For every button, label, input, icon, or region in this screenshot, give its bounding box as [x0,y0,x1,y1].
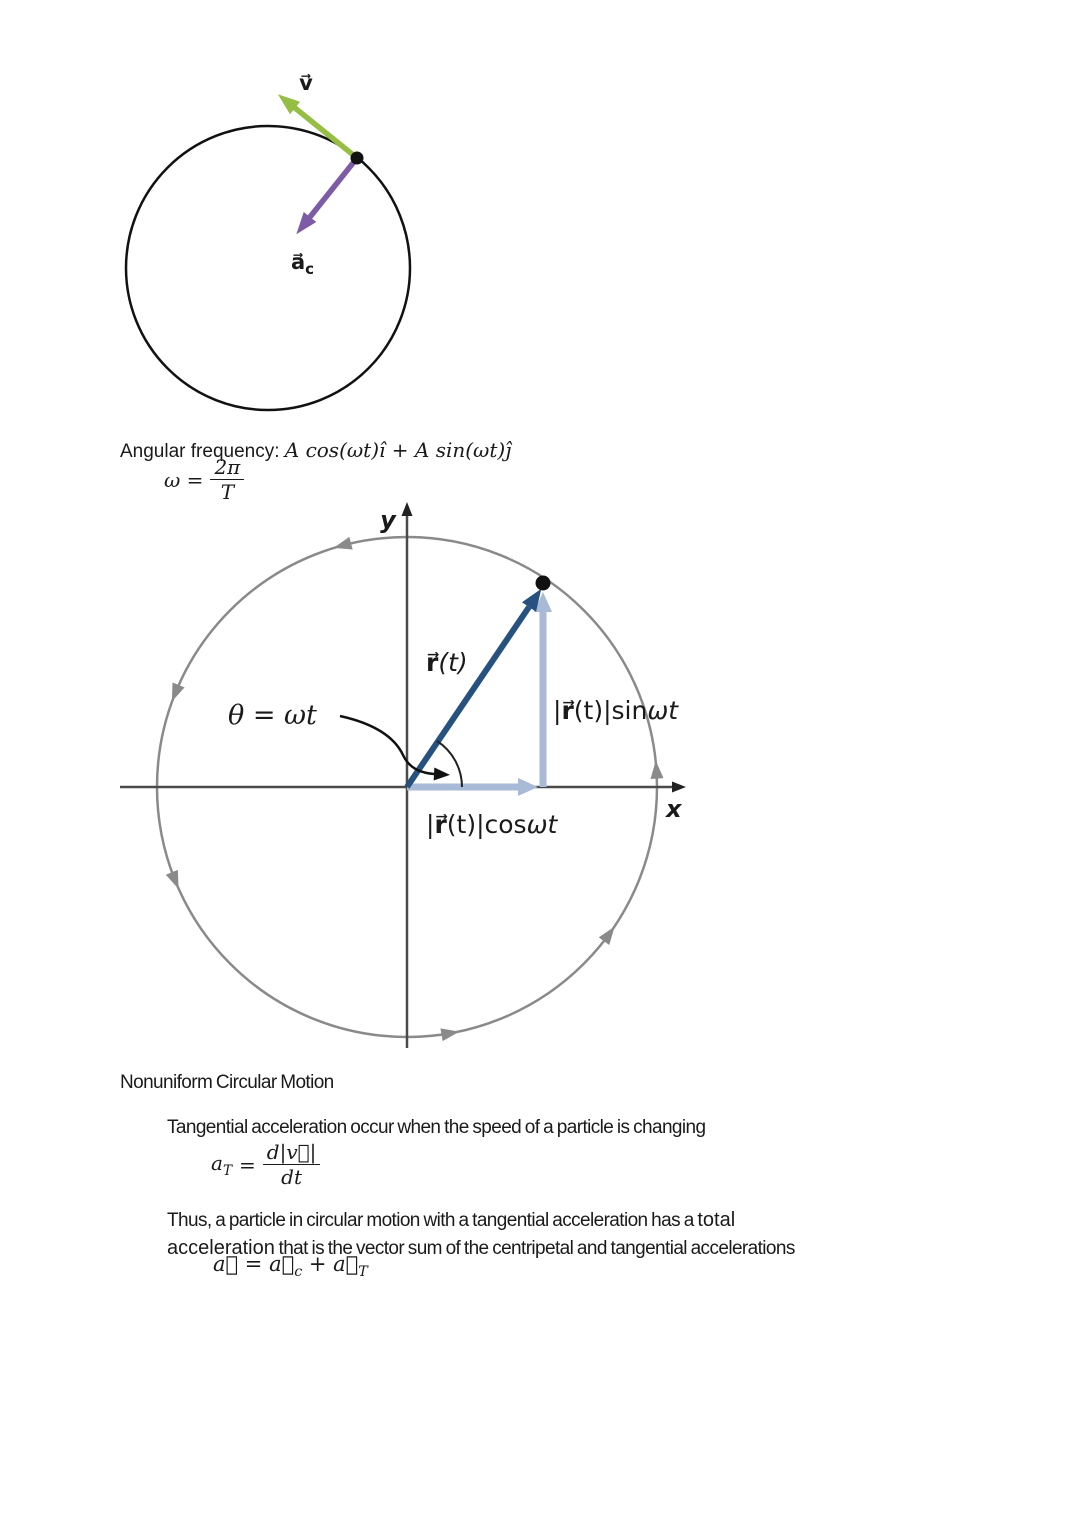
sin-omega-t: ωt [647,696,679,725]
velocity-arrow-shaft [295,108,357,158]
sum-at-vec: a⃗ [333,1252,359,1276]
r-arg: (t) [438,648,468,677]
position-vector-label [426,648,468,677]
paragraph-text: Thus, a particle in circular motion with a tangential acceleration has a [167,1210,698,1231]
omega-denominator: T [220,480,235,505]
r-vec-symbol: r⃗ [426,648,439,677]
particle-dot [536,576,551,591]
sum-ac-subscript: c [294,1264,303,1281]
cos-bar: | [426,810,435,839]
at-equals: = [239,1152,256,1177]
x-axis-label: x [666,795,682,823]
position-expression: A cos(ωt)î + A sin(ωt)ĵ [284,438,512,462]
position-vector-shaft [407,607,529,787]
at-numerator: d|v⃗| [263,1141,321,1165]
cos-component-label [426,810,559,839]
theta-angle-arc [437,741,462,787]
sum-at-subscript: T [358,1264,368,1281]
theta-equation-label: θ = ωt [228,700,317,731]
omega-numerator: 2π [210,456,244,480]
circular-motion-figure [110,500,700,1056]
orbit-arrowhead [166,683,185,705]
velocity-acceleration-figure [110,60,430,420]
sin-r-vec: r⃗ [561,696,574,725]
sum-equals: = [238,1252,270,1276]
centripetal-acceleration-arrow-shaft [310,158,357,217]
total-acceleration-formula [213,1252,368,1280]
omega-formula [164,456,244,504]
at-fraction [263,1141,321,1189]
omega-fraction [210,456,244,504]
paragraph-text: that is the vector sum of the centripetal and tangential accelerations [274,1237,795,1259]
orbit-arrowhead [166,870,185,892]
sum-plus: + [302,1252,334,1276]
omega-lhs: ω = [164,467,204,492]
x-component-arrowhead [518,778,538,796]
sin-mid: (t)|sin [573,696,648,725]
tangential-acceleration-line: Tangential acceleration occur when the speed of a particle is changing [167,1117,706,1138]
ac-symbol: a⃗ [291,250,306,274]
y-axis-arrowhead [402,502,413,516]
y-axis-label: y [380,506,396,534]
orbit-arrowhead [440,1025,460,1041]
at-lhs [211,1151,232,1179]
theta-leader-arrowhead [434,768,451,782]
x-axis-arrowhead [672,782,686,793]
total-word: total [697,1209,736,1231]
cos-r-vec: r⃗ [434,810,447,839]
at-denominator: dt [281,1165,302,1190]
cos-omega-t: ωt [526,810,558,839]
velocity-vector-label: v⃗ [299,71,313,95]
angular-frequency-label: Angular frequency: [120,441,285,462]
at-subscript: T [222,1162,233,1179]
particle-path-circle [126,126,410,410]
orbit-arrowhead [649,760,663,779]
at-symbol: a [211,1150,223,1175]
centripetal-acceleration-label [291,250,314,278]
nonuniform-heading: Nonuniform Circular Motion [120,1072,334,1093]
sin-component-label [553,696,679,725]
tangential-acceleration-formula [211,1141,320,1189]
ac-subscript: c [305,260,315,278]
sum-a-vec: a⃗ [213,1252,239,1276]
orbit-arrowhead [332,537,353,554]
acceleration-word: acceleration [167,1236,275,1259]
cos-mid: (t)|cos [446,810,527,839]
sum-ac-vec: a⃗ [269,1252,295,1276]
particle-dot [351,152,364,165]
sin-bar: | [553,696,562,725]
